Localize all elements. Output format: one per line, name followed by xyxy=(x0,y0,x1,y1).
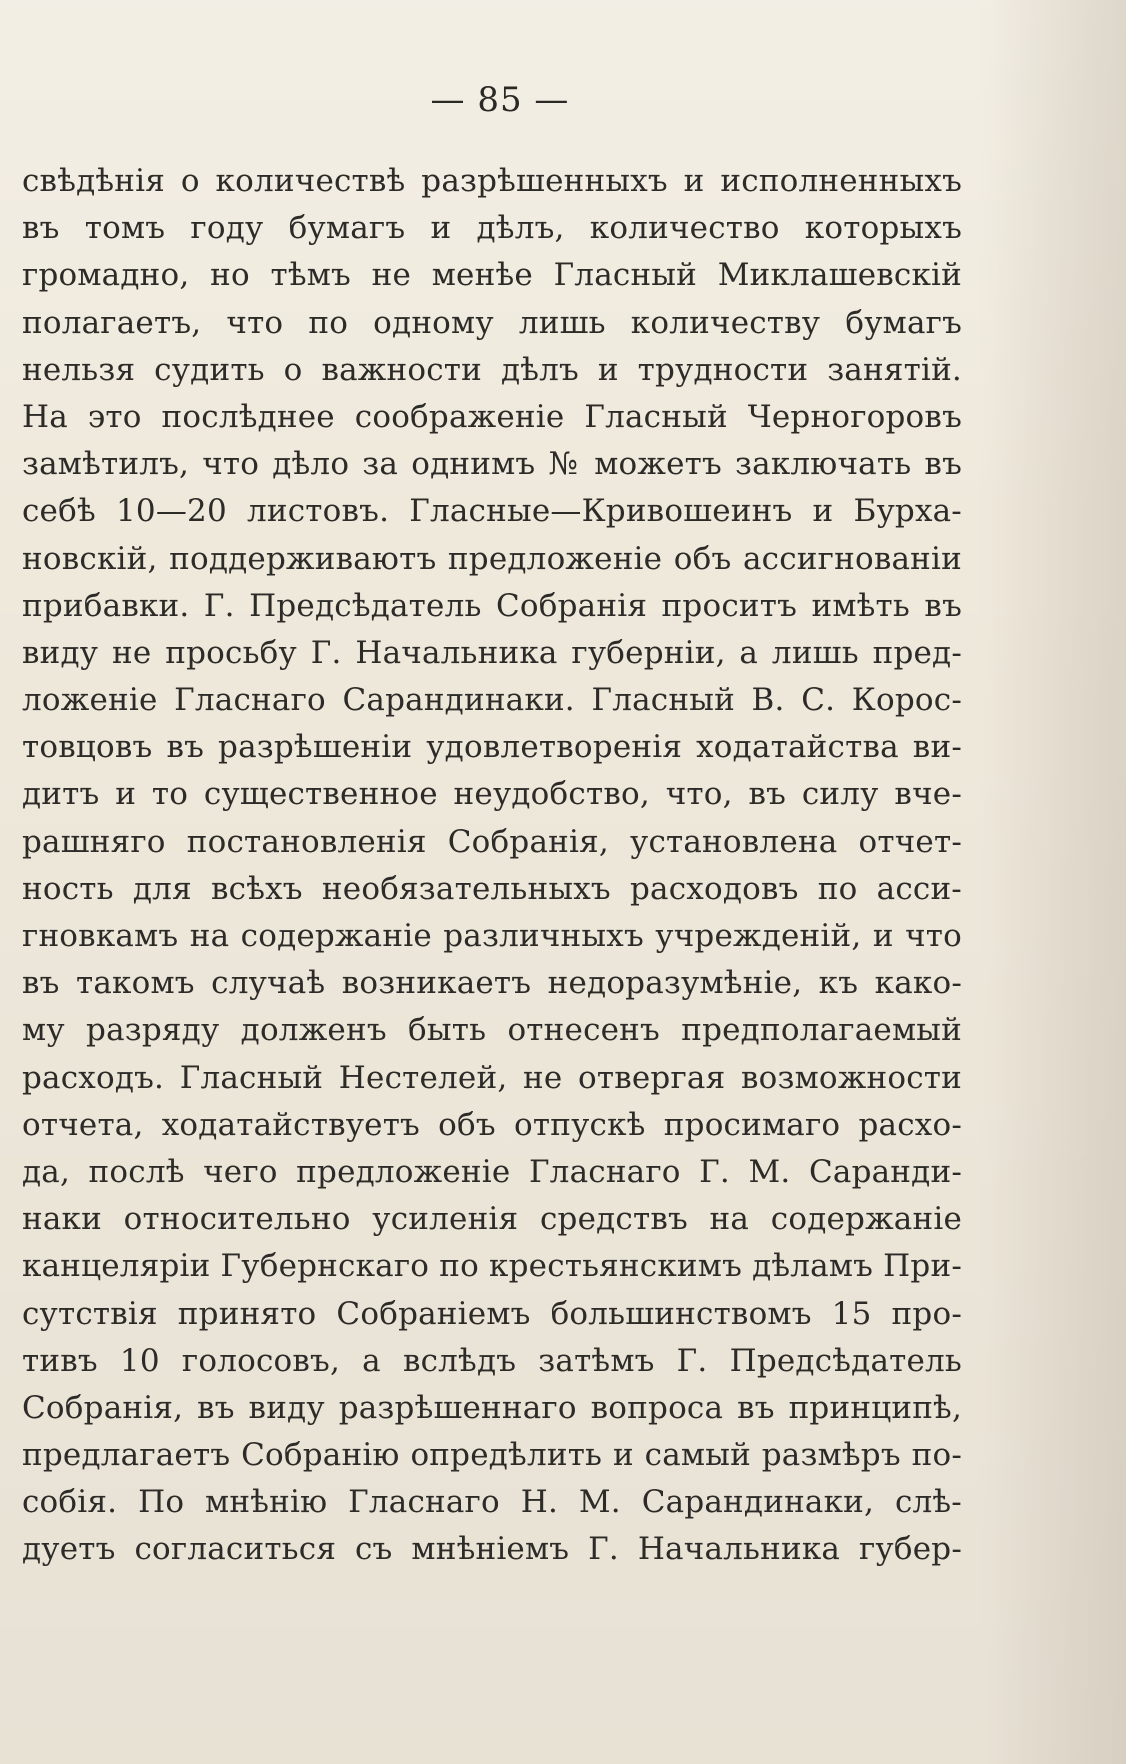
page-edge-shading xyxy=(976,0,1126,1764)
text-line: дитъ и то существенное неудобство, что, въ силу вче- xyxy=(22,776,962,813)
text-line: рашняго постановленія Собранія, установлена отчет- xyxy=(22,823,962,860)
text-line: Собранія, въ виду разрѣшеннаго вопроса въ принципѣ, xyxy=(22,1389,962,1426)
body-text xyxy=(22,158,962,1574)
text-line: нельзя судить о важности дѣлъ и трудности занятій. xyxy=(22,351,962,388)
text-line: полагаетъ, что по одному лишь количеству бумагъ xyxy=(22,304,962,341)
text-line: ность для всѣхъ необязательныхъ расходовъ по асси- xyxy=(22,870,962,907)
text-line: предлагаетъ Собранію опредѣлить и самый размѣръ по- xyxy=(22,1437,962,1474)
text-line: канцеляріи Губернскаго по крестьянскимъ дѣламъ При- xyxy=(22,1248,962,1285)
text-line: отчета, ходатайствуетъ объ отпускѣ просимаго расхо- xyxy=(22,1106,962,1143)
text-line: да, послѣ чего предложеніе Гласнаго Г. М. Саранди- xyxy=(22,1153,962,1190)
text-line: расходъ. Гласный Нестелей, не отвергая возможности xyxy=(22,1059,962,1096)
text-line: прибавки. Г. Предсѣдатель Собранія проситъ имѣть въ xyxy=(22,587,962,624)
text-line: дуетъ согласиться съ мнѣніемъ Г. Начальника губер- xyxy=(22,1531,962,1568)
text-line: себѣ 10—20 листовъ. Гласные—Кривошеинъ и Бурха- xyxy=(22,493,962,530)
text-line: На это послѣднее соображеніе Гласный Черногоровъ xyxy=(22,398,962,435)
text-line: тивъ 10 голосовъ, а вслѣдъ затѣмъ Г. Предсѣдатель xyxy=(22,1342,962,1379)
text-line: гновкамъ на содержаніе различныхъ учрежденій, и что xyxy=(22,918,962,954)
text-line: собія. По мнѣнію Гласнаго Н. М. Сарандинаки, слѣ- xyxy=(22,1484,962,1521)
text-line: свѣдѣнія о количествѣ разрѣшенныхъ и исполненныхъ xyxy=(22,163,962,199)
text-line: ложеніе Гласнаго Сарандинаки. Гласный В. С. Корос- xyxy=(22,682,962,719)
text-line: наки относительно усиленія средствъ на содержаніе xyxy=(22,1201,962,1238)
text-line: новскій, поддерживаютъ предложеніе объ ассигнованіи xyxy=(22,540,962,577)
text-line: въ такомъ случаѣ возникаетъ недоразумѣніе, къ како- xyxy=(22,965,962,1002)
text-line: сутствія принято Собраніемъ большинствомъ 15 про- xyxy=(22,1295,962,1332)
page-number: — 85 — xyxy=(430,80,570,120)
text-line: въ томъ году бумагъ и дѣлъ, количество которыхъ xyxy=(22,210,962,247)
text-line: му разряду долженъ быть отнесенъ предполагаемый xyxy=(22,1012,962,1049)
text-line: громадно, но тѣмъ не менѣе Гласный Миклашевскій xyxy=(22,257,962,294)
text-line: замѣтилъ, что дѣло за однимъ № можетъ заключать въ xyxy=(22,446,962,483)
text-line: товцовъ въ разрѣшеніи удовлетворенія ходатайства ви- xyxy=(22,729,962,766)
text-line: виду не просьбу Г. Начальника губерніи, а лишь пред- xyxy=(22,634,962,671)
